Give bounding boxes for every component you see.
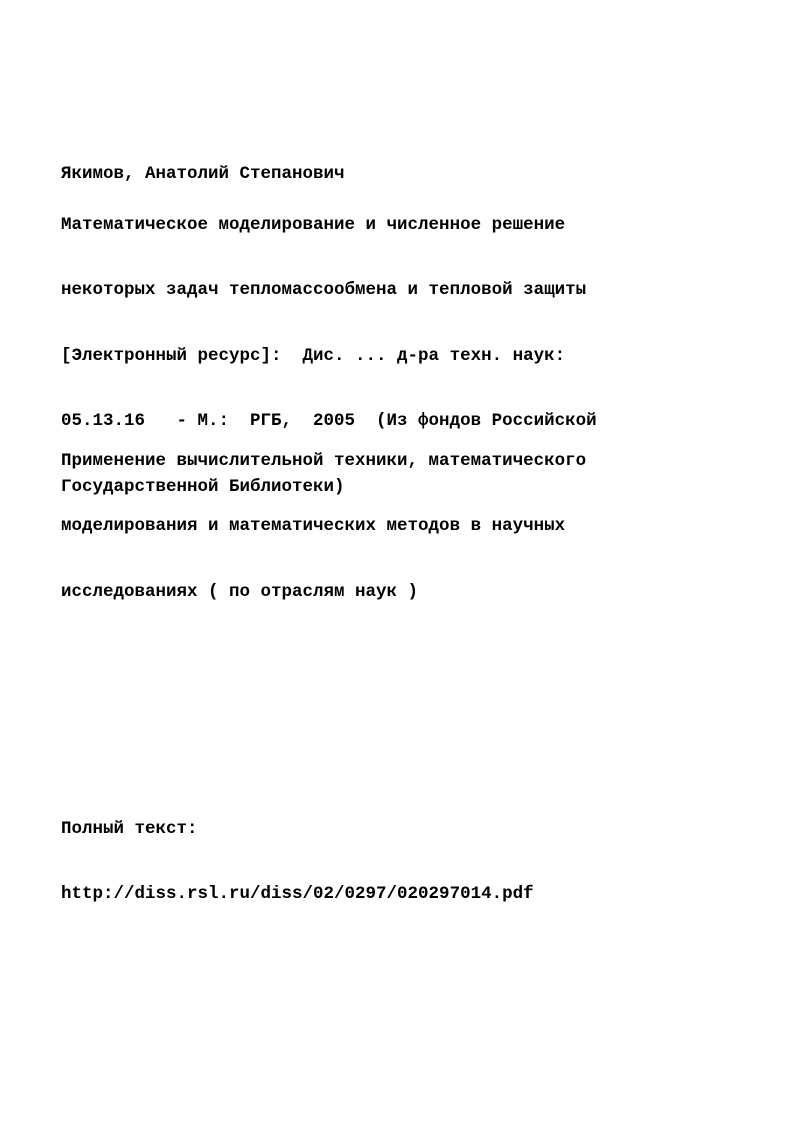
- fulltext-block: [61, 777, 534, 948]
- citation-line: Математическое моделирование и численное решение: [61, 215, 566, 235]
- citation-line: Государственной Библиотеки): [61, 476, 345, 497]
- specialty-block: [61, 409, 586, 645]
- fulltext-label: Полный текст:: [61, 819, 198, 839]
- specialty-line: Применение вычислительной техники, математического: [61, 451, 587, 471]
- specialty-line: моделирования и математических методов в научных: [61, 516, 566, 537]
- citation-line: 05.13.16 - М.: РГБ, 2005 (Из фондов Российской: [61, 411, 597, 432]
- fulltext-url[interactable]: http://diss.rsl.ru/diss/02/0297/020297014.pdf: [61, 884, 534, 905]
- citation-line: [Электронный ресурс]: Дис. ... д-ра техн. наук:: [61, 345, 566, 366]
- author-line: Якимов, Анатолий Степанович: [61, 164, 345, 184]
- specialty-line: исследованиях ( по отраслям наук ): [61, 581, 419, 602]
- citation-line: некоторых задач тепломассообмена и тепловой защиты: [61, 280, 587, 301]
